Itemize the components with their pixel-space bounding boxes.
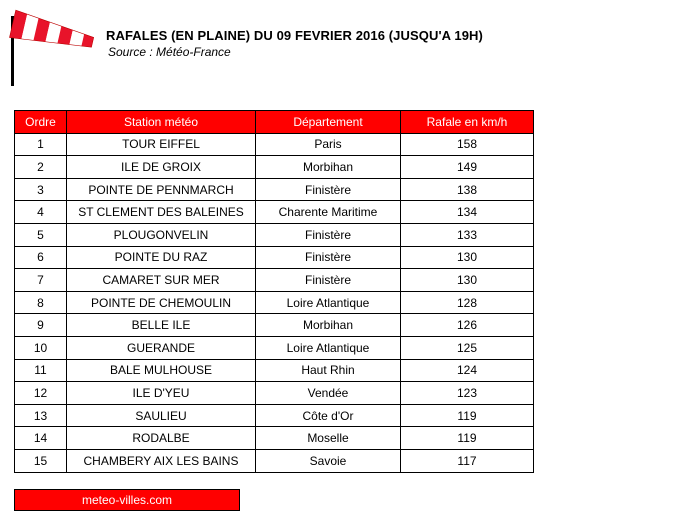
table-row bbox=[15, 449, 534, 472]
cell-departement: Charente Maritime bbox=[256, 201, 401, 224]
page-title: RAFALES (EN PLAINE) DU 09 FEVRIER 2016 (JUSQU'A 19H) bbox=[106, 28, 483, 43]
table-header-row bbox=[15, 111, 534, 134]
cell-station: ILE D'YEU bbox=[67, 382, 256, 405]
cell-departement: Finistère bbox=[256, 178, 401, 201]
cell-departement: Morbihan bbox=[256, 314, 401, 337]
cell-ordre: 15 bbox=[15, 449, 67, 472]
table-row bbox=[15, 359, 534, 382]
cell-station: POINTE DE PENNMARCH bbox=[67, 178, 256, 201]
table-row bbox=[15, 223, 534, 246]
cell-rafale: 133 bbox=[401, 223, 534, 246]
table-row bbox=[15, 427, 534, 450]
column-header-rafale: Rafale en km/h bbox=[401, 111, 534, 134]
cell-rafale: 123 bbox=[401, 382, 534, 405]
table-row bbox=[15, 178, 534, 201]
cell-ordre: 14 bbox=[15, 427, 67, 450]
cell-rafale: 130 bbox=[401, 269, 534, 292]
cell-station: CHAMBERY AIX LES BAINS bbox=[67, 449, 256, 472]
cell-rafale: 125 bbox=[401, 336, 534, 359]
cell-station: POINTE DE CHEMOULIN bbox=[67, 291, 256, 314]
table-row bbox=[15, 246, 534, 269]
cell-station: PLOUGONVELIN bbox=[67, 223, 256, 246]
cell-ordre: 6 bbox=[15, 246, 67, 269]
cell-rafale: 138 bbox=[401, 178, 534, 201]
cell-departement: Loire Atlantique bbox=[256, 336, 401, 359]
cell-rafale: 117 bbox=[401, 449, 534, 472]
cell-departement: Finistère bbox=[256, 223, 401, 246]
cell-departement: Finistère bbox=[256, 246, 401, 269]
cell-station: BALE MULHOUSE bbox=[67, 359, 256, 382]
gust-table bbox=[14, 110, 534, 473]
table-row bbox=[15, 133, 534, 156]
table-row bbox=[15, 382, 534, 405]
column-header-ordre: Ordre bbox=[15, 111, 67, 134]
site-link[interactable]: meteo-villes.com bbox=[14, 489, 240, 511]
cell-ordre: 13 bbox=[15, 404, 67, 427]
table-row bbox=[15, 156, 534, 179]
cell-ordre: 11 bbox=[15, 359, 67, 382]
source-note: Source : Météo-France bbox=[108, 45, 231, 59]
cell-departement: Morbihan bbox=[256, 156, 401, 179]
cell-departement: Savoie bbox=[256, 449, 401, 472]
cell-departement: Haut Rhin bbox=[256, 359, 401, 382]
cell-station: BELLE ILE bbox=[67, 314, 256, 337]
cell-station: RODALBE bbox=[67, 427, 256, 450]
cell-ordre: 4 bbox=[15, 201, 67, 224]
cell-ordre: 12 bbox=[15, 382, 67, 405]
column-header-departement: Département bbox=[256, 111, 401, 134]
cell-ordre: 1 bbox=[15, 133, 67, 156]
cell-ordre: 5 bbox=[15, 223, 67, 246]
cell-departement: Loire Atlantique bbox=[256, 291, 401, 314]
table-row bbox=[15, 336, 534, 359]
cell-ordre: 2 bbox=[15, 156, 67, 179]
cell-departement: Vendée bbox=[256, 382, 401, 405]
cell-rafale: 119 bbox=[401, 427, 534, 450]
cell-rafale: 126 bbox=[401, 314, 534, 337]
cell-rafale: 158 bbox=[401, 133, 534, 156]
cell-rafale: 134 bbox=[401, 201, 534, 224]
cell-rafale: 124 bbox=[401, 359, 534, 382]
cell-departement: Finistère bbox=[256, 269, 401, 292]
cell-departement: Moselle bbox=[256, 427, 401, 450]
cell-ordre: 10 bbox=[15, 336, 67, 359]
cell-station: POINTE DU RAZ bbox=[67, 246, 256, 269]
cell-station: GUERANDE bbox=[67, 336, 256, 359]
table-body bbox=[15, 133, 534, 472]
cell-departement: Côte d'Or bbox=[256, 404, 401, 427]
cell-station: SAULIEU bbox=[67, 404, 256, 427]
table-row bbox=[15, 269, 534, 292]
cell-ordre: 9 bbox=[15, 314, 67, 337]
cell-rafale: 119 bbox=[401, 404, 534, 427]
cell-station: ST CLEMENT DES BALEINES bbox=[67, 201, 256, 224]
cell-rafale: 149 bbox=[401, 156, 534, 179]
table-row bbox=[15, 314, 534, 337]
cell-rafale: 130 bbox=[401, 246, 534, 269]
column-header-station: Station météo bbox=[67, 111, 256, 134]
windsock-icon bbox=[8, 8, 103, 88]
cell-ordre: 7 bbox=[15, 269, 67, 292]
table-row bbox=[15, 201, 534, 224]
cell-ordre: 8 bbox=[15, 291, 67, 314]
cell-rafale: 128 bbox=[401, 291, 534, 314]
cell-ordre: 3 bbox=[15, 178, 67, 201]
cell-station: ILE DE GROIX bbox=[67, 156, 256, 179]
cell-departement: Paris bbox=[256, 133, 401, 156]
table-row bbox=[15, 404, 534, 427]
table-row bbox=[15, 291, 534, 314]
cell-station: CAMARET SUR MER bbox=[67, 269, 256, 292]
cell-station: TOUR EIFFEL bbox=[67, 133, 256, 156]
